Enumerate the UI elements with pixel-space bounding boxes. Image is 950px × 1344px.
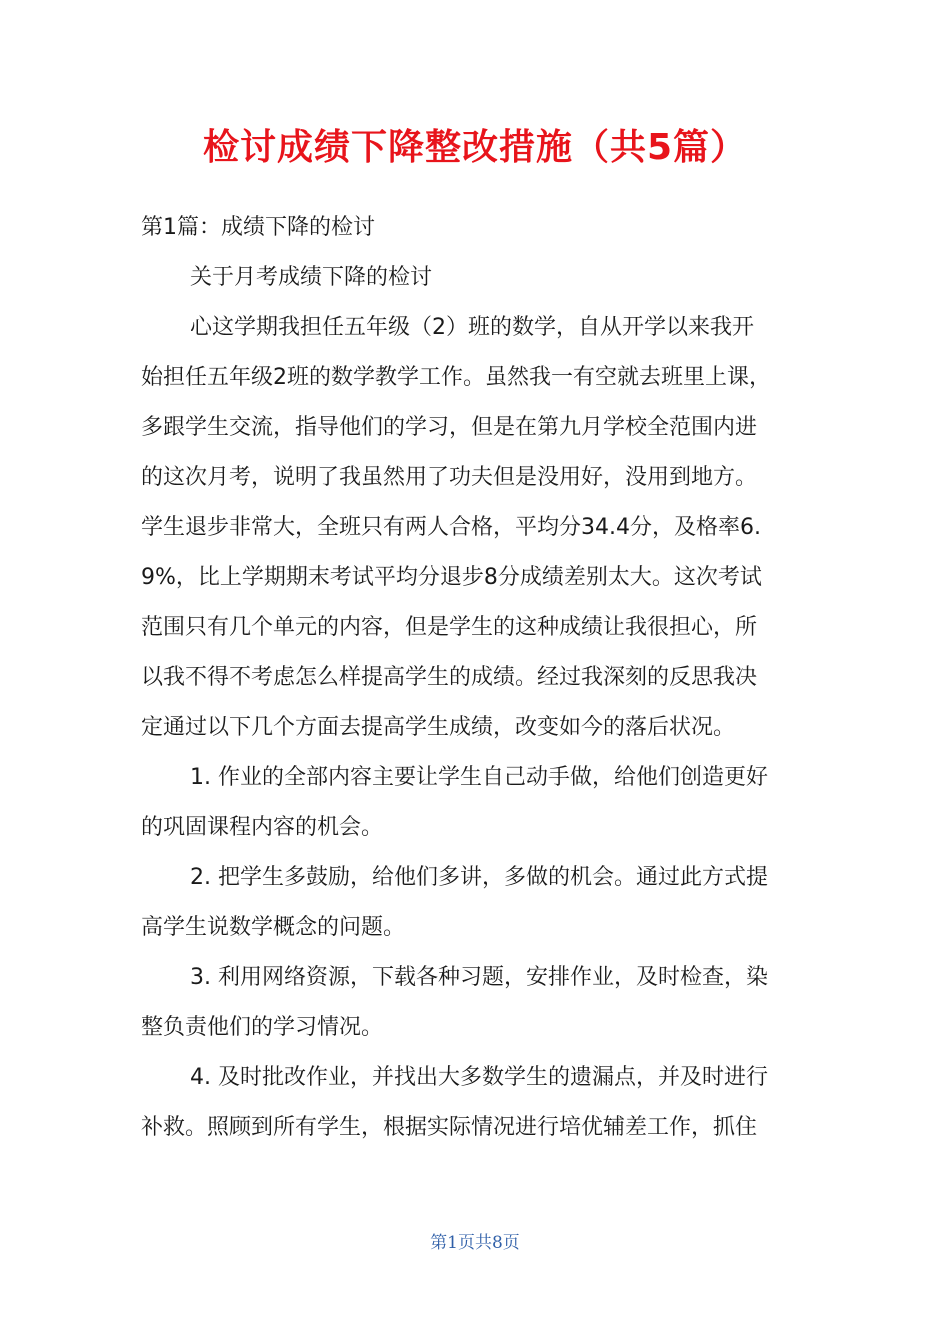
list-item-line: 2. 把学生多鼓励，给他们多讲，多做的机会。通过此方式提 (190, 865, 768, 890)
list-item-line: 1. 作业的全部内容主要让学生自己动手做，给他们创造更好 (190, 765, 768, 790)
body-line: 的这次月考，说明了我虽然用了功夫但是没用好，没用到地方。 (141, 465, 758, 490)
body-line: 学生退步非常大，全班只有两人合格，平均分34.4分，及格率6. (141, 515, 761, 540)
section-heading: 第1篇：成绩下降的检讨 (141, 215, 375, 240)
body-line: 9%，比上学期期末考试平均分退步8分成绩差别太大。这次考试 (141, 565, 762, 590)
body-line: 以我不得不考虑怎么样提高学生的成绩。经过我深刻的反思我决 (141, 665, 758, 690)
body-line: 多跟学生交流，指导他们的学习，但是在第九月学校全范围内进 (141, 415, 758, 440)
subtitle-line: 关于月考成绩下降的检讨 (190, 265, 433, 290)
page-number-footer: 第1页共8页 (430, 1233, 520, 1253)
list-item-line: 的巩固课程内容的机会。 (141, 815, 384, 840)
body-line: 范围只有几个单元的内容，但是学生的这种成绩让我很担心，所 (141, 615, 758, 640)
document-body (141, 203, 806, 1153)
body-line: 始担任五年级2班的数学教学工作。虽然我一有空就去班里上课， (141, 365, 771, 390)
body-line: 定通过以下几个方面去提高学生成绩，改变如今的落后状况。 (141, 715, 736, 740)
list-item-line: 补救。照顾到所有学生，根据实际情况进行培优辅差工作，抓住 (141, 1115, 758, 1140)
body-line: 心这学期我担任五年级（2）班的数学，自从开学以来我开 (190, 315, 754, 340)
list-item-line: 高学生说数学概念的问题。 (141, 915, 406, 940)
list-item-line: 整负责他们的学习情况。 (141, 1015, 384, 1040)
list-item-line: 3. 利用网络资源，下载各种习题，安排作业，及时检查，染 (190, 965, 768, 990)
document-title: 检讨成绩下降整改措施（共5篇） (202, 127, 748, 168)
list-item-line: 4. 及时批改作业，并找出大多数学生的遗漏点，并及时进行 (190, 1065, 768, 1090)
